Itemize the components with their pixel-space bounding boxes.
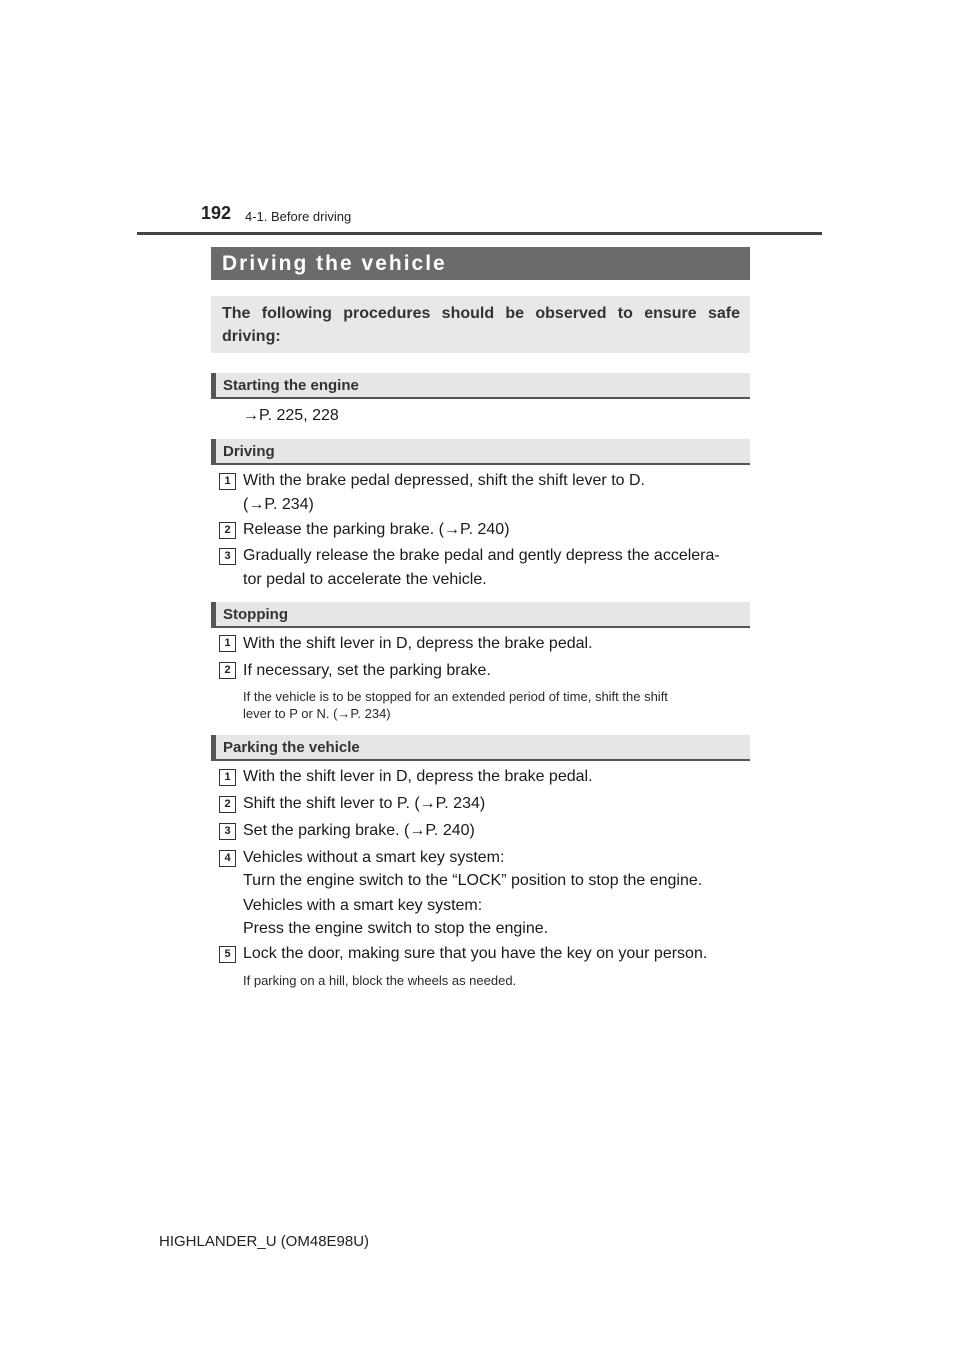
step-number: 4 [219,850,236,867]
footer-model: HIGHLANDER_U (OM48E98U) [159,1233,370,1250]
step-number: 2 [219,522,236,539]
step-number: 2 [219,796,236,813]
heading-label: Parking the vehicle [223,739,360,756]
step-text: Vehicles without a smart key system: [243,849,505,866]
page-title-bar [211,247,750,280]
step-text: Vehicles with a smart key system: [243,897,483,914]
step-number: 1 [219,635,236,652]
step-text: Lock the door, making sure that you have the key on your person. [243,945,708,962]
step-text: With the shift lever in D, depress the brake pedal. [243,768,593,785]
step-text: Press the engine switch to stop the engine. [243,920,549,937]
step-text: Gradually release the brake pedal and gently depress the accelera- [243,547,720,564]
step-number: 2 [219,662,236,679]
intro-text: The following procedures should be observed to ensure safe driving: [222,305,740,345]
intro-box [211,296,750,353]
step-text: If necessary, set the parking brake. [243,662,491,679]
heading-label: Stopping [223,606,288,623]
step-text: With the brake pedal depressed, shift the shift lever to D. [243,472,645,489]
section-label: 4-1. Before driving [245,209,352,224]
step-number: 1 [219,769,236,786]
step-text: Shift the shift lever to P. (→P. 234) [243,795,486,812]
step-number: 5 [219,946,236,963]
step-text: tor pedal to accelerate the vehicle. [243,571,487,588]
step-number: 3 [219,548,236,565]
heading-label: Driving [223,443,275,460]
step-text: With the shift lever in D, depress the brake pedal. [243,635,593,652]
page-number: 192 [201,203,232,223]
starting-ref: →P. 225, 228 [243,407,339,424]
note-text: If parking on a hill, block the wheels as needed. [243,973,517,988]
note-text: If the vehicle is to be stopped for an extended period of time, shift the shift [243,689,668,704]
note-text: lever to P or N. (→P. 234) [243,706,391,721]
heading-parking [211,735,750,761]
heading-stopping [211,602,750,628]
heading-driving [211,439,750,465]
step-text: Turn the engine switch to the “LOCK” position to stop the engine. [243,872,703,889]
page-title: Driving the vehicle [222,252,447,275]
step-text: Set the parking brake. (→P. 240) [243,822,475,839]
heading-starting-engine [211,373,750,399]
header-rule [137,232,822,235]
step-text: Release the parking brake. (→P. 240) [243,521,510,538]
step-text: (→P. 234) [243,496,314,513]
heading-label: Starting the engine [223,377,359,394]
step-number: 3 [219,823,236,840]
step-number: 1 [219,473,236,490]
